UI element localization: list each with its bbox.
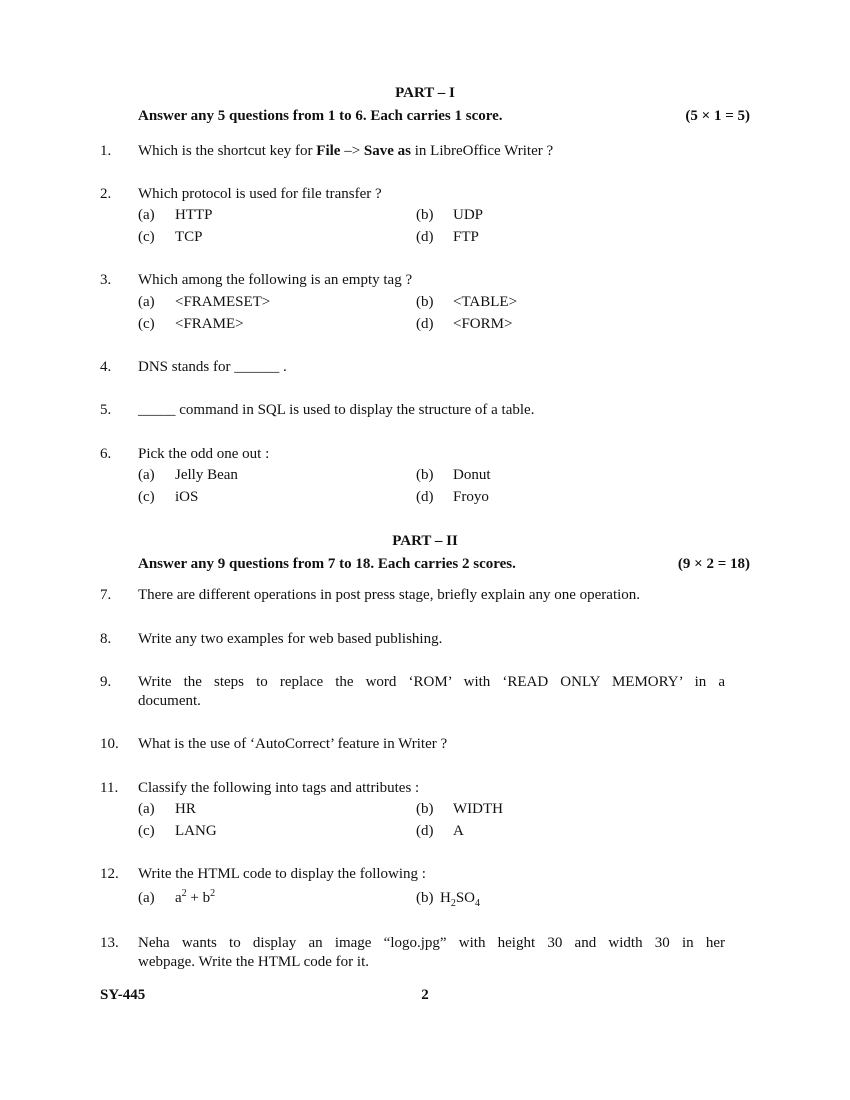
- option-text: <TABLE>: [453, 294, 518, 310]
- option-text: iOS: [175, 489, 199, 505]
- option-label: (c): [138, 489, 155, 505]
- option-text: HTTP: [175, 207, 213, 223]
- part1-title: PART – I: [395, 85, 455, 101]
- option-label: (d): [416, 229, 434, 245]
- question-13-line-2: webpage. Write the HTML code for it.: [138, 954, 369, 970]
- question-4-text: DNS stands for ______ .: [138, 359, 287, 375]
- question-number: 6.: [100, 446, 112, 462]
- option-label: (c): [138, 316, 155, 332]
- question-5-text: _____ command in SQL is used to display the structure of a table.: [138, 402, 535, 418]
- option-label: (c): [138, 229, 155, 245]
- option-text: UDP: [453, 207, 484, 223]
- question-3-text: Which among the following is an empty tag ?: [138, 272, 413, 288]
- question-7-text: There are different operations in post press stage, briefly explain any one operation.: [138, 587, 641, 603]
- question-number: 11.: [100, 780, 119, 796]
- question-number: 2.: [100, 186, 112, 202]
- question-number: 1.: [100, 143, 112, 159]
- part2-instruction: Answer any 9 questions from 7 to 18. Each carries 2 scores.: [138, 556, 516, 572]
- option-label: (a): [138, 890, 155, 906]
- option-text: <FRAME>: [175, 316, 244, 332]
- question-number: 8.: [100, 631, 112, 647]
- option-text: Jelly Bean: [175, 467, 238, 483]
- option-text: WIDTH: [453, 801, 503, 817]
- option-label: (b): [416, 294, 434, 310]
- question-number: 4.: [100, 359, 112, 375]
- question-number: 3.: [100, 272, 112, 288]
- page-number: 2: [421, 987, 429, 1003]
- part2-marks: (9 × 2 = 18): [677, 556, 750, 572]
- question-9-line-1: Write the steps to replace the word ‘ROM’ with ‘READ ONLY MEMORY’ in a: [138, 674, 725, 690]
- paper-code: SY-445: [100, 987, 146, 1003]
- option-text: <FRAMESET>: [175, 294, 271, 310]
- question-number: 5.: [100, 402, 112, 418]
- option-label: (b): [416, 801, 434, 817]
- question-2-text: Which protocol is used for file transfer ?: [138, 186, 382, 202]
- question-10-text: What is the use of ‘AutoCorrect’ feature in Writer ?: [138, 736, 448, 752]
- option-text: LANG: [175, 823, 217, 839]
- option-label: (a): [138, 207, 155, 223]
- option-label: (d): [416, 823, 434, 839]
- question-11-text: Classify the following into tags and attributes :: [138, 780, 420, 796]
- option-text: FTP: [453, 229, 479, 245]
- option-text: Froyo: [453, 489, 489, 505]
- question-number: 13.: [100, 935, 119, 951]
- option-text: TCP: [175, 229, 203, 245]
- option-label: (b): [416, 207, 434, 223]
- question-number: 12.: [100, 866, 119, 882]
- question-13-line-1: Neha wants to display an image “logo.jpg” with height 30 and width 30 in her: [138, 935, 725, 951]
- option-label: (d): [416, 489, 434, 505]
- question-12-text: Write the HTML code to display the following :: [138, 866, 426, 882]
- option-label: (c): [138, 823, 155, 839]
- question-9-line-2: document.: [138, 693, 201, 709]
- option-text: A: [453, 823, 464, 839]
- option-label: (a): [138, 467, 155, 483]
- question-number: 10.: [100, 736, 119, 752]
- formula-a-squared-plus-b-squared: $a^2 + b^2$: [175, 888, 216, 906]
- option-text: Donut: [453, 467, 491, 483]
- formula-sulphuric-acid: $H_2SO_4$: [440, 890, 481, 909]
- question-8-text: Write any two examples for web based publishing.: [138, 631, 443, 647]
- question-number: 9.: [100, 674, 112, 690]
- option-label: (b): [416, 467, 434, 483]
- option-text: HR: [175, 801, 196, 817]
- question-1-text: Which is the shortcut key for File –> Save as in LibreOffice Writer ?: [138, 143, 554, 159]
- option-label: (b): [416, 890, 434, 906]
- option-label: (d): [416, 316, 434, 332]
- question-6-text: Pick the odd one out :: [138, 446, 270, 462]
- option-text: <FORM>: [453, 316, 513, 332]
- part1-marks: (5 × 1 = 5): [685, 108, 750, 124]
- option-label: (a): [138, 801, 155, 817]
- question-number: 7.: [100, 587, 112, 603]
- part2-title: PART – II: [392, 533, 458, 549]
- part1-instruction: Answer any 5 questions from 1 to 6. Each carries 1 score.: [138, 108, 503, 124]
- option-label: (a): [138, 294, 155, 310]
